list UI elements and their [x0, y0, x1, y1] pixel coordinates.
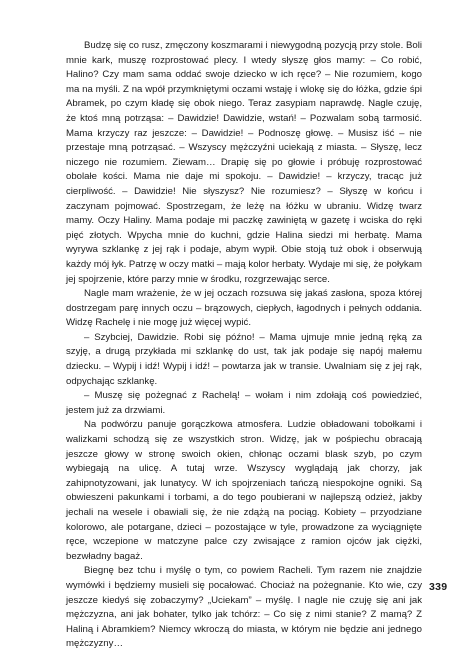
page-number: 339 [429, 581, 448, 593]
paragraph: Budzę się co rusz, zmęczony koszmarami i niewygodną pozycją przy stole. Boli mnie kark, muszę rozprostować plecy. I wtedy słyszę głos mamy: – Co robić, Halino? Czy mam sama oddać swoje dziecko w ich ręce? – Nie rozumiem, kogo ma na myśli. Z na wpół przymkniętymi oczami wstaję i wlokę się do łóżka, gdzie śpi Abramek, po czym kładę się obok niego. Teraz zasypiam naprawdę. Nagle czuję, że ktoś mną potrząsa: – Dawidzie! Dawidzie, wstań! – Pozwalam sobą tarmosić. Mama krzyczy raz jeszcze: – Dawidzie! – Podnoszę głowę. – Musisz iść – nie przestaje mną potrząsać. – Wszyscy mężczyźni uciekają z miasta. – Słyszę, lecz niczego nie rozumiem. Ziewam… Drapię się po głowie i próbuję rozprostować obolałe kości. Mama nie daje mi spokoju. – Dawidzie! – krzyczy, tracąc już cierpliwość. – Dawidzie! Nie słyszysz? Nie rozumiesz? – Słyszę w końcu i zaczynam pojmować. Spostrzegam, że leżę na łóżku w ubraniu. Widzę twarz mamy. Oczy Haliny. Mama podaje mi paczkę zawiniętą w gazetę i wciska do ręki pięć złotych. Wpycha mnie do kuchni, gdzie Halina siedzi mi herbatę. Mama wyrywa szklankę z jej rąk i podaje, abym wypił. Obie stoją tuż obok i obserwują każdy mój łyk. Patrzę w oczy matki – mają kolor herbaty. Wydaje mi się, że połykam jej spojrzenie, które parzy mnie w środku, rozgrzewając serce. [66, 40, 422, 285]
paragraph: – Szybciej, Dawidzie. Robi się późno! – Mama ujmuje mnie jedną ręką za szyję, a drugą przykłada mi szklankę do ust, tak jak podaje się napój małemu dziecku. – Wypij i idź! Wypij i idź! – powtarza jak w transie. Uwalniam się z jej rąk, odpychając szklankę. [66, 331, 422, 387]
paragraph: Na podwórzu panuje gorączkowa atmosfera. Ludzie obładowani tobołkami i walizkami schodzą się ze wszystkich stron. Widzę, jak w pośpiechu obracają jeszcze głowy w stronę swoich okien, chłonąc oczami blask szyb, po czym wybiegają na ulicę. A tutaj wrze. Wszyscy wyglądają jak chorzy, jak zahipnotyzowani, jak lunatycy. W ich spojrzeniach tańczą niespokojne ogniki. Są obwieszeni pakunkami i torbami, a do tego poubierani w najlepszą odzież, jakby jechali na wesele i obawiali się, że nie zdążą na pociąg. Kobiety – przyodziane kolorowo, ale potargane, dzieci – pozostające w tyle, prowadzone za wyciągnięte ręce, wczepione w matczyne palce czy zwisające z ramion ojców jak ciężki, bezwładny bagaż. [66, 419, 422, 562]
paragraph: Nagle mam wrażenie, że w jej oczach rozsuwa się jakaś zasłona, spoza której dostrzegam parę innych oczu – brązowych, ciepłych, łagodnych i pełnych oddania. Widzę Rachelę i nie mogę już więcej wypić. [66, 288, 422, 329]
paragraph: – Muszę się pożegnać z Rachelą! – wołam i nim zdołają coś powiedzieć, jestem już za drzwiami. [66, 390, 422, 416]
paragraph: Biegnę bez tchu i myślę o tym, co powiem Racheli. Tym razem nie znajdzie wymówki i będziemy musieli się pocałować. Chociaż na pożegnanie. Kto wie, czy jeszcze kiedyś się zobaczymy? „Uciekam” – myślę. I nagle nie czuję się ani jak mężczyzna, ani jak bohater, tylko jak tchórz: – Co się z nimi stanie? Z mamą? Z Haliną i Abramkiem? Niemcy wkroczą do miasta, w którym nie będzie ani jednego mężczyzny… [66, 565, 422, 650]
body-text [66, 39, 422, 652]
